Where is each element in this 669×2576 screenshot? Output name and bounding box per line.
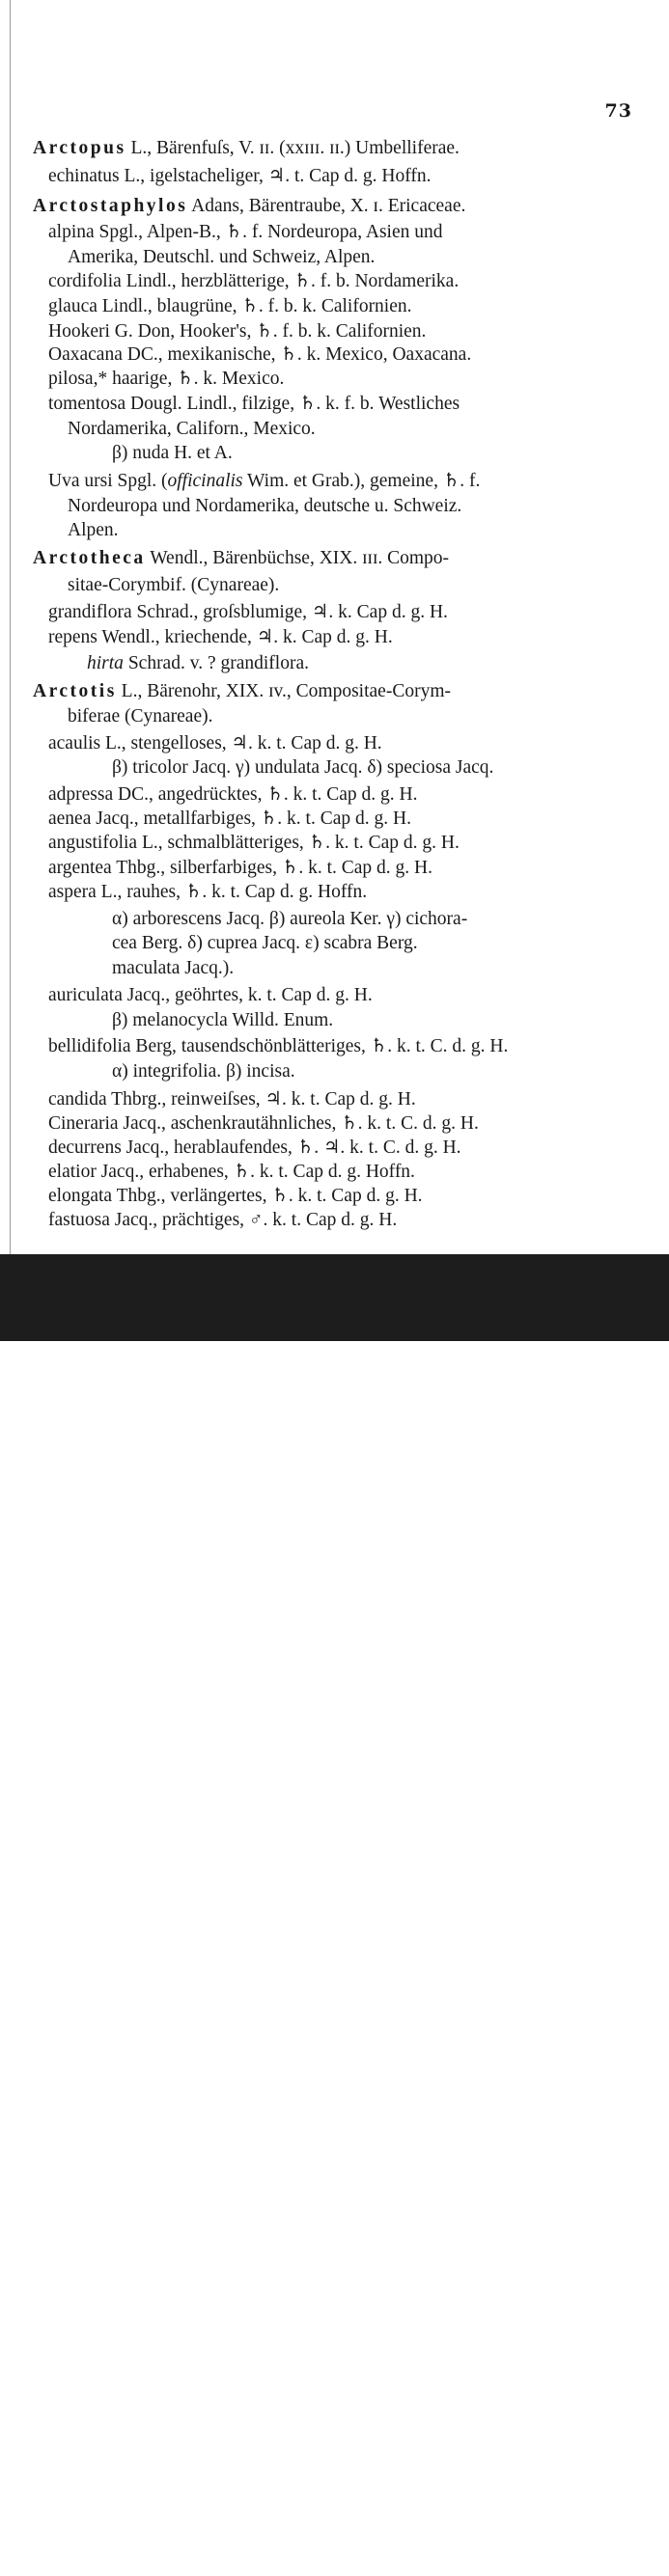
line-text: Wim. et Grab.), gemeine, ♄. f. — [242, 471, 481, 491]
entry-line — [48, 321, 426, 343]
line-text: L., Bärenfuſs, V. ɪɪ. (xxɪɪɪ. ɪɪ.) Umbelliferae. — [125, 138, 460, 158]
line-text: acaulis L., stengelloses, ♃. k. t. Cap d. g. H. — [48, 733, 382, 754]
line-text: alpina Spgl., Alpen-B., ♄. f. Nordeuropa, Asien und — [48, 222, 443, 242]
line-text: argentea Thbg., silberfarbiges, ♄. k. t. Cap d. g. H. — [48, 858, 433, 878]
entry-line — [112, 958, 234, 979]
italic-term: officinalis — [167, 471, 243, 491]
entry-line — [48, 858, 432, 879]
line-text: decurrens Jacq., herablaufendes, ♄. ♃. k. t. C. d. g. H. — [48, 1137, 461, 1158]
entry-line — [48, 1036, 508, 1057]
line-text: β) tricolor Jacq. γ) undulata Jacq. δ) speciosa Jacq. — [112, 757, 494, 778]
genus-name: Arctotheca — [33, 548, 146, 568]
entry-line — [48, 369, 284, 390]
watermark-bar — [0, 1254, 669, 2575]
entry-line — [48, 1137, 461, 1159]
entry-line — [48, 271, 459, 292]
line-text: sitae-Corymbif. (Cynareae). — [68, 575, 280, 595]
line-text: bellidifolia Berg, tausendschönblätteriges, ♄. k. t. C. d. g. H. — [48, 1036, 509, 1056]
entry-line — [48, 166, 432, 187]
entry-line — [48, 471, 480, 492]
line-text: tomentosa Dougl. Lindl., filzige, ♄. k. f. b. Westliches — [48, 394, 460, 414]
italic-term: hirta — [87, 653, 124, 673]
line-text: Uva ursi Spgl. ( — [48, 471, 168, 491]
line-text: auriculata Jacq., geöhrtes, k. t. Cap d. g. H. — [48, 985, 373, 1005]
genus-name: Arctotis — [33, 681, 117, 701]
line-text: Oaxacana DC., mexikanische, ♄. k. Mexico, Oaxacana. — [48, 344, 472, 365]
line-text: echinatus L., igelstacheliger, ♃. t. Cap d. g. Hoffn. — [48, 166, 432, 186]
entry-line — [48, 602, 448, 623]
line-text: Nordamerika, Californ., Mexico. — [68, 419, 316, 439]
line-text: angustifolia L., schmalblätteriges, ♄. k. t. Cap d. g. H. — [48, 833, 460, 853]
line-text: β) melanocycla Willd. Enum. — [112, 1010, 334, 1030]
alamy-logo: alamy — [21, 2521, 167, 2573]
line-text: α) integrifolia. β) incisa. — [112, 1061, 295, 1082]
entry-line — [112, 933, 418, 954]
genus-name: Arctopus — [33, 138, 126, 158]
entry-line — [48, 394, 460, 415]
line-text: Alpen. — [68, 520, 119, 540]
image-id: J955KM — [571, 2526, 646, 2548]
line-text: pilosa,* haarige, ♄. k. Mexico. — [48, 369, 285, 389]
page-text — [0, 0, 669, 1254]
entry-line — [48, 222, 443, 243]
entry-line — [48, 1089, 416, 1110]
line-text: Hookeri G. Don, Hooker's, ♄. f. b. k. Californien. — [48, 321, 427, 342]
line-text: α) arborescens Jacq. β) aureola Ker. γ) cichora- — [112, 909, 468, 929]
line-text: Schrad. v. ? grandiflora. — [123, 653, 309, 673]
line-text: fastuosa Jacq., prächtiges, ♂. k. t. Cap d. g. H. — [48, 1210, 398, 1230]
entry-line — [87, 653, 309, 674]
entry-line — [112, 1010, 333, 1031]
entry-line — [68, 575, 279, 596]
line-text: adpressa DC., angedrücktes, ♄. k. t. Cap d. g. H. — [48, 784, 418, 805]
entry-line — [112, 1061, 295, 1082]
entry-line — [48, 344, 471, 366]
line-text: Amerika, Deutschl. und Schweiz, Alpen. — [68, 247, 376, 267]
line-text: aenea Jacq., metallfarbiges, ♄. k. t. Cap d. g. H. — [48, 808, 411, 829]
watermark-url: www.alamy.com — [500, 2553, 646, 2575]
entry-line — [68, 419, 316, 440]
entry-line — [48, 1186, 423, 1207]
line-text: grandiflora Schrad., groſsblumige, ♃. k. Cap d. g. H. — [48, 602, 448, 622]
line-text: glauca Lindl., blaugrüne, ♄. f. b. k. Californien. — [48, 296, 412, 316]
entry-line — [48, 882, 367, 903]
genus-heading — [33, 196, 465, 217]
line-text: cea Berg. δ) cuprea Jacq. ε) scabra Berg. — [112, 933, 418, 953]
line-text: Wendl., Bärenbüchse, XIX. ɪɪɪ. Compo- — [145, 548, 450, 568]
entry-line — [48, 627, 393, 648]
page-number: 73 — [604, 100, 632, 122]
line-text: Cineraria Jacq., aschenkrautähnliches, ♄. k. t. C. d. g. H. — [48, 1113, 479, 1134]
entry-line — [68, 496, 461, 517]
entry-line — [68, 247, 375, 268]
entry-line — [48, 985, 373, 1006]
line-text: Nordeuropa und Nordamerika, deutsche u. Schweiz. — [68, 496, 462, 516]
entry-line — [48, 1210, 397, 1231]
entry-line — [48, 1162, 415, 1183]
line-text: elatior Jacq., erhabenes, ♄. k. t. Cap d. g. Hoffn. — [48, 1162, 415, 1182]
entry-line — [48, 784, 418, 806]
line-text: repens Wendl., kriechende, ♃. k. Cap d. g. H. — [48, 627, 393, 647]
entry-line — [48, 808, 411, 830]
line-text: Adans, Bärentraube, X. ɪ. Ericaceae. — [187, 196, 466, 216]
entry-line — [68, 706, 212, 727]
line-text: maculata Jacq.). — [112, 958, 235, 978]
entry-line — [48, 296, 412, 317]
genus-heading — [33, 548, 449, 569]
entry-line — [112, 757, 493, 779]
line-text: cordifolia Lindl., herzblätterige, ♄. f. b. Nordamerika. — [48, 271, 460, 291]
book-page — [0, 0, 669, 1254]
entry-line — [68, 520, 119, 541]
entry-line — [112, 443, 233, 464]
entry-line — [48, 833, 460, 854]
entry-line — [112, 909, 467, 930]
line-text: aspera L., rauhes, ♄. k. t. Cap d. g. Hoffn. — [48, 882, 368, 902]
entry-line — [48, 733, 382, 754]
line-text: L., Bärenohr, XIX. ɪv., Compositae-Corym- — [116, 681, 451, 701]
line-text: β) nuda H. et A. — [112, 443, 233, 463]
line-text: biferae (Cynareae). — [68, 706, 213, 726]
entry-line — [48, 1113, 479, 1135]
line-text: elongata Thbg., verlängertes, ♄. k. t. Cap d. g. H. — [48, 1186, 423, 1206]
line-text: candida Thbrg., reinweiſses, ♃. k. t. Cap d. g. H. — [48, 1089, 416, 1110]
genus-name: Arctostaphylos — [33, 196, 188, 216]
genus-heading — [33, 681, 451, 702]
genus-heading — [33, 138, 460, 159]
